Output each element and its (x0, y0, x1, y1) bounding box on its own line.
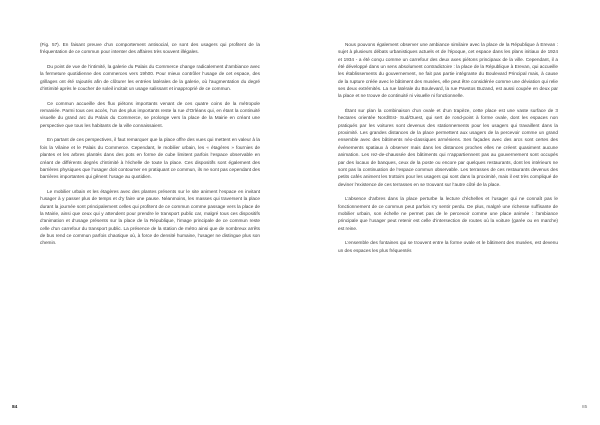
paragraph: En partant de ces perspectives, il faut remarquer que la place offre des vues qui mettent en valeur à la fois la Vilaine et le Palais du Commerce. Cependant, le mobilier urbain, les « étagères » fournies de plantes et les arbres plantés dans des pots en forme de cube limitent parfois l’espace observable en créant de différents degrés d’intimité à l’échelle de toute la place. Ces dispositifs sont également des barrières physiques que l’usager doit contourner en pratiquant ce commun, ils ne sont pas cependant des barrières importantes qui gênent l’usage au quotidien. (40, 137, 260, 180)
paragraph: Ce commun accueille des flux piétons importants venant de ces quatre coins de la métropole remaniée. Parmi tous ces accès, l’un des plus importants reste la rue d’Orléans qui, en étant la continuité visuelle du grand arc du Palais du Commerce, se prolonge vers la place de la Mairie en créant une perspective que tous les habitants de la ville connaissaient. (40, 100, 260, 128)
right-page-number: 85 (582, 405, 588, 410)
left-text-column (40, 41, 260, 247)
paragraph: Le mobilier urbain et les étagères avec des plantes présents sur le site animent l’espace en invitant l’usager à y passer plus de temps et d’y faire une pause. Néanmoins, les masses qui traversent la place durant la journée sont principalement celles qui profitent de ce commun comme passage vers la place de la Mairie, ainsi que ceux qui y attendent pour prendre le transport public car, malgré tous ces dispositifs d’animation et d’usage présents sur la place de la République, l’image principale de ce commun reste celle d’un carrefour du transport public. La présence de la station de métro ainsi que de nombreux arrêts de bus rend ce commun parfois chaotique où, à force de densité humaine, l’usager ne distingue plus son chemin. (40, 188, 260, 246)
right-text-column (338, 41, 558, 254)
paragraph: (Fig. 57). En faisant preuve d’un comportement antisocial, ce sont des usagers qui profitent de la fréquentation de ce commun pour intenter des affaires très souvent illégales. (40, 42, 260, 55)
paragraph: L’ensemble des fontaines qui se trouvent entre la forme ovale et le bâtiment des musées, est devenu un des espaces les plus fréquentés (338, 240, 558, 253)
right-page (300, 0, 600, 425)
paragraph: Nous pouvons également observer une ambiance similaire avec la place de la République à Erevan : sujet à plusieurs débats urbanistiques actuels et de l’époque, cet espace dans les plans initiaux de 1924 et 1934 - a été conçu comme un carrefour des deux axes piétons principaux de la ville. Cependant, il a été développé dans un sens absolument contradictoire : la place de la République à Erevan, qui accueille les établissements du gouvernement, ne fait pas partie intégrante du Boulevard Principal mais, à cause de la rupture créée avec le bâtiment des musées, elle peut être considérée comme une déviation qui relie ses deux extrémités. La rue latérale du Boulevard, la rue Pavstos Buzand, est aussi coupée en deux par la place et ne trouve de continuité ni visuelle ni fonctionnelle. (338, 42, 558, 99)
paragraph: L’absence d’arbres dans la place perturbe la lecture d’échelles et l’usager qui ne connaît pas le fonctionnement de ce commun peut parfois s’y sentir perdu. De plus, malgré une richesse suffisante de mobilier urbain, son échelle ne permet pas de le percevoir comme une place animée : l’ambiance principale que l’usager peut retenir est celle d’intersection de routes où la voiture (garée ou en marche) est reine. (338, 196, 558, 231)
paragraph: Étant sur plan la combinaison d’un ovale et d’un trapèze, cette place est une vaste surface de 3 hectares orientée Nord/Est- Sud/Ouest, qui sert de rond-point à forme ovale, dont les espaces non pratiqués par les voitures sont devenus des stationnements pour les usagers qui travaillent dans la proximité. Les grandes distances de la place permettent aux usagers de la percevoir comme un grand ensemble avec des bâtiments néo-classiques arméniens. Ses façades avec des arcs sont certes des événements spatiaux à observer mais dans les distances proches elles ne créent quasiment aucune animation. Les rez-de-chaussée des bâtiments qui n’appartiennent pas au gouvernement sont occupés par des locaux de banques, ceux de la poste ou encore par quelques restaurants, dont les intérieurs ne sont pas la continuation de l’espace commun observable. Les terrasses de ces restaurants devenus des petits cafés animent les trottoirs pour les usagers qui sont dans la proximité, mais il est très compliqué de deviner l’existence de ces terrasses en se trouvant sur l’autre côté de la place. (338, 108, 558, 187)
paragraph: Du point de vue de l’intimité, la galerie du Palais du Commerce change radicalement d’ambiance avec la fermeture quotidienne des commerces vers 19h00. Pour mieux contrôler l’usage de cet espace, des grillages ont été rajoutés afin de clôturer les entrées latérales de la galerie, où l’augmentation du degré d’intimité après le coucher de soleil incitait un usage salissant et inapproprié de ce commun. (40, 64, 260, 92)
left-page-number: 84 (12, 405, 18, 410)
